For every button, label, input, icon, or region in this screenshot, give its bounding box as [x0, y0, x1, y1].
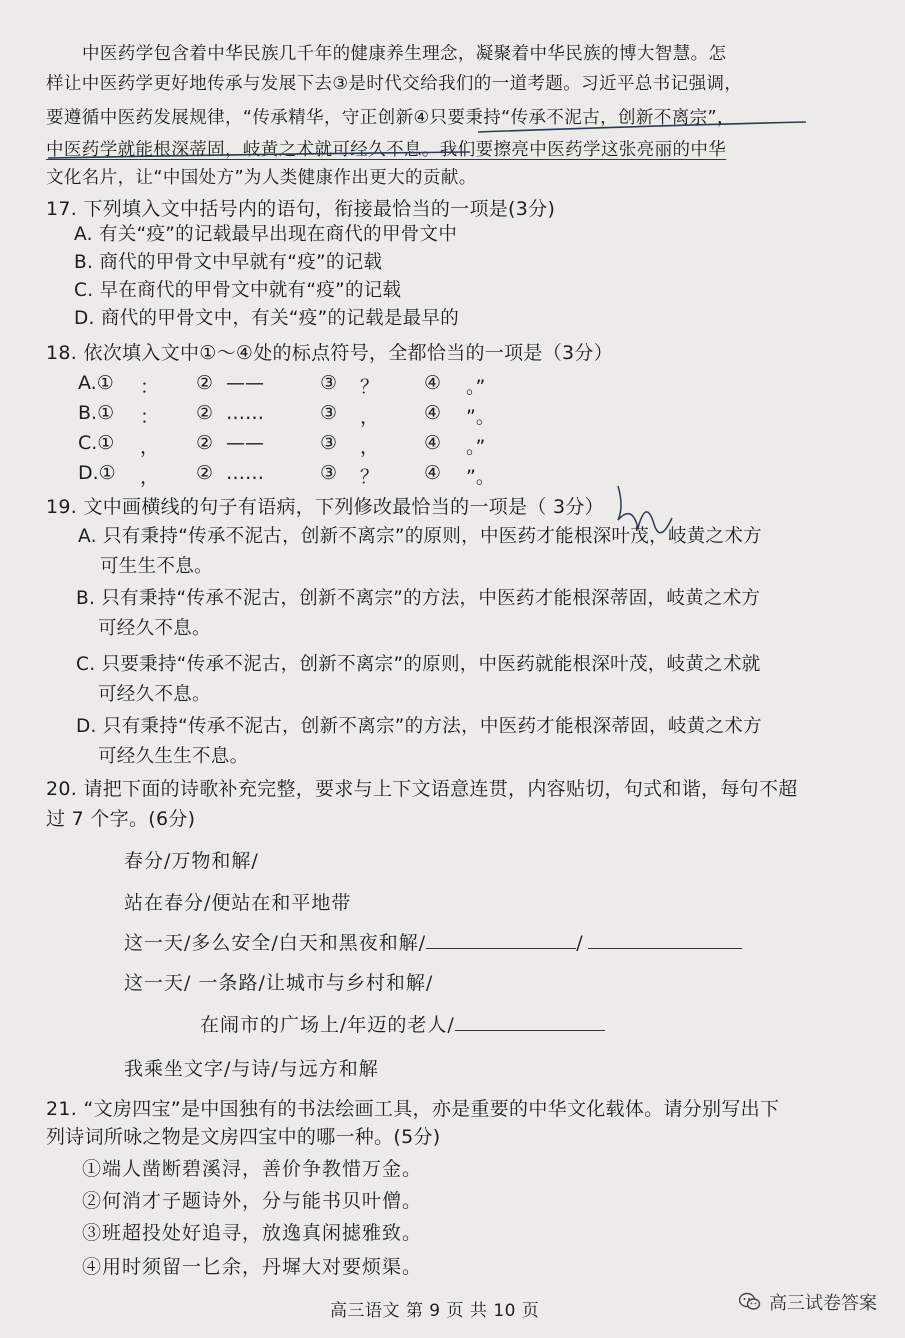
poem-line: 站在春分/便站在和平地带: [124, 892, 352, 914]
poem-line: 我乘坐文字/与诗/与远方和解: [124, 1058, 379, 1080]
q18-punc-4: ”。: [466, 466, 495, 488]
question-19-stem: 19. 文中画横线的句子有语病，下列修改最恰当的一项是（ 3分）: [46, 496, 604, 518]
poem-line: 春分/万物和解/: [124, 850, 259, 872]
q18-circle-3: ③: [320, 402, 338, 424]
q18-circle-4: ④: [424, 432, 442, 454]
q19-option-d-line1: D. 只有秉持“传承不泥古，创新不离宗”的方法，中医药才能根深蒂固，岐黄之术方: [76, 716, 762, 737]
q21-item: ④用时须留一匕余，丹墀大对要烦渠。: [82, 1256, 423, 1278]
q18-circle-2: ②: [196, 462, 214, 484]
q18-punc-1: ，: [140, 466, 160, 488]
poem-line: 这一天/ 一条路/让城市与乡村和解/: [124, 972, 434, 994]
q17-option-c: C. 早在商代的甲骨文中就有“疫”的记载: [74, 280, 402, 301]
answer-blank[interactable]: [426, 930, 576, 949]
q18-punc-3: ？: [360, 466, 380, 488]
question-20-stem-cont: 过 7 个字。(6分): [46, 808, 196, 830]
q19-option-c-line1: C. 只要秉持“传承不泥古，创新不离宗”的原则，中医药就能根深叶茂，岐黄之术就: [76, 654, 761, 675]
question-21-stem: 21. “文房四宝”是中国独有的书法绘画工具，亦是重要的中华文化载体。请分别写出下: [46, 1098, 780, 1120]
passage-line: 要遵循中医药发展规律，“传承精华，守正创新④只要秉持“传承不泥古，创新不离宗”，: [46, 108, 735, 128]
poem-text: 在闹市的广场上/年迈的老人/: [200, 1014, 455, 1036]
q18-punc-2: ——: [226, 432, 264, 454]
q18-punc-3: ？: [360, 376, 380, 398]
q19-option-b-line1: B. 只有秉持“传承不泥古，创新不离宗”的方法，中医药才能根深蒂固，岐黄之术方: [76, 588, 761, 609]
q18-circle-4: ④: [424, 402, 442, 424]
q18-punc-2: ……: [226, 402, 264, 424]
question-17-stem: 17. 下列填入文中括号内的语句，衔接最恰当的一项是(3分): [46, 198, 556, 220]
q18-circle-2: ②: [196, 402, 214, 424]
q18-punc-2: ——: [226, 372, 264, 394]
page-footer: 高三语文 第 9 页 共 10 页: [330, 1301, 540, 1321]
q19-option-b-line2: 可经久不息。: [98, 618, 211, 639]
q18-option-label: B.①: [78, 402, 115, 424]
q18-punc-4: ”。: [466, 406, 495, 428]
q18-punc-1: ，: [140, 436, 160, 458]
passage-line: 样让中医药学更好地传承与发展下去③是时代交给我们的一道考题。习近平总书记强调，: [46, 74, 743, 94]
q18-circle-3: ③: [320, 372, 338, 394]
q18-punc-3: ，: [360, 436, 380, 458]
answer-blank[interactable]: [588, 930, 742, 949]
wechat-icon: [739, 1292, 761, 1312]
q21-item: ③班超投处好追寻，放逸真闲摅雅致。: [82, 1222, 423, 1244]
poem-line-with-blanks: [124, 928, 742, 955]
watermark: [739, 1289, 877, 1315]
q21-item: ①端人凿断碧溪浔，善价争教惜万金。: [82, 1158, 423, 1180]
q18-circle-2: ②: [196, 432, 214, 454]
q18-option-label: D.①: [78, 462, 116, 484]
q18-option-label: C.①: [78, 432, 115, 454]
q18-punc-3: ，: [360, 406, 380, 428]
poem-line-with-blank: [200, 1010, 605, 1037]
q18-punc-1: ：: [140, 376, 160, 398]
q18-circle-4: ④: [424, 462, 442, 484]
q18-circle-4: ④: [424, 372, 442, 394]
q18-punc-1: ：: [140, 406, 160, 428]
q21-item: ②何消才子题诗外，分与能书贝叶僧。: [82, 1190, 423, 1212]
q19-option-a-line1: A. 只有秉持“传承不泥古，创新不离宗”的原则，中医药才能根深叶茂，岐黄之术方: [78, 526, 762, 547]
q18-punc-4: 。”: [466, 436, 486, 458]
poem-slash: /: [576, 932, 584, 954]
answer-blank[interactable]: [455, 1012, 605, 1031]
q18-option-label: A.①: [78, 372, 114, 394]
q18-circle-3: ③: [320, 432, 338, 454]
q18-circle-2: ②: [196, 372, 214, 394]
watermark-text: 高三试卷答案: [769, 1293, 877, 1314]
passage-line: 中医药学包含着中华民族几千年的健康养生理念，凝聚着中华民族的博大智慧。怎: [82, 44, 727, 64]
question-20-stem: 20. 请把下面的诗歌补充完整，要求与上下文语意连贯，内容贴切，句式和谐，每句不超: [46, 778, 798, 800]
q17-option-d: D. 商代的甲骨文中，有关“疫”的记载是最早的: [74, 308, 460, 329]
q18-punc-4: 。”: [466, 376, 486, 398]
q19-option-d-line2: 可经久生生不息。: [98, 746, 249, 767]
q18-circle-3: ③: [320, 462, 338, 484]
poem-text: 这一天/多么安全/白天和黑夜和解/: [124, 932, 427, 954]
q18-punc-2: ……: [226, 462, 264, 484]
q17-option-a: A. 有关“疫”的记载最早出现在商代的甲骨文中: [74, 224, 458, 245]
q17-option-b: B. 商代的甲骨文中早就有“疫”的记载: [74, 252, 383, 273]
q19-option-a-line2: 可生生不息。: [100, 556, 213, 577]
passage-line-underlined: 中医药学就能根深蒂固，岐黄之术就可经久不息。我们要擦亮中医药学这张亮丽的中华: [46, 140, 727, 160]
q19-option-c-line2: 可经久不息。: [98, 684, 211, 705]
question-18-stem: 18. 依次填入文中①～④处的标点符号，全都恰当的一项是（3分）: [46, 342, 614, 364]
passage-line: 文化名片，让“中国处方”为人类健康作出更大的贡献。: [46, 168, 477, 188]
question-21-stem-cont: 列诗词所咏之物是文房四宝中的哪一种。(5分): [46, 1126, 441, 1148]
